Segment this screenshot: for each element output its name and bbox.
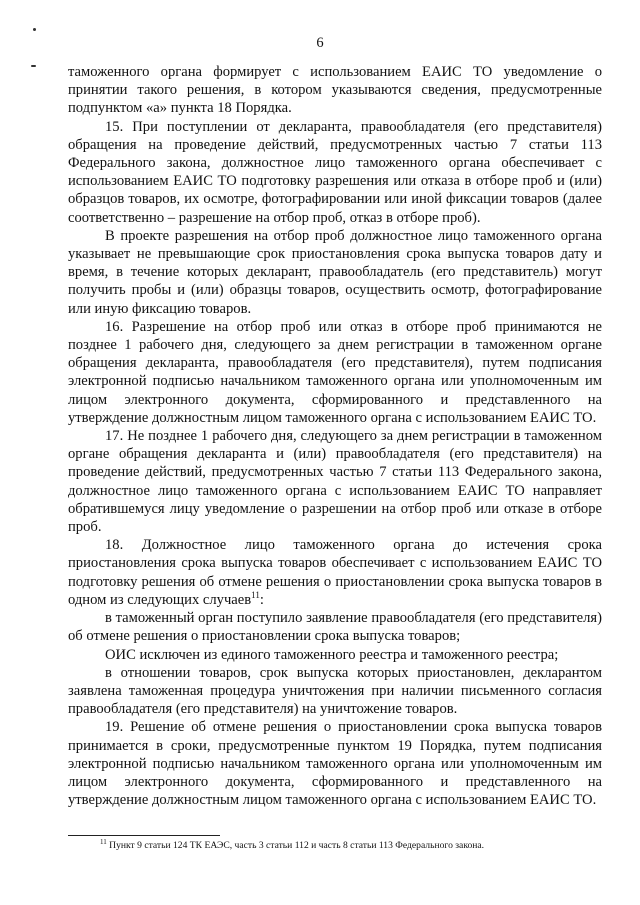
scan-speck bbox=[31, 65, 36, 67]
case-item-2: ОИС исключен из единого таможенного реестра и таможенного реестра; bbox=[105, 646, 559, 663]
case-item-3: в отношении товаров, срок выпуска которых приостановлен, декларантом заявлена таможенная процедура уничтожения при наличии письменного согласия правообладателя (его представителя) на уничтожение товаров. bbox=[68, 664, 602, 718]
footnote bbox=[100, 837, 485, 851]
document-body bbox=[68, 63, 602, 809]
paragraph-19: 19. Решение об отмене решения о приостановлении срока выпуска товаров принимается в сроки, предусмотренные пунктом 19 Порядка, путем подписания электронной подписью начальником таможенного органа или уполномоченным им лицом электронного документа, сформированного и представленного на утверждение должностным лицом таможенного органа с использованием ЕАИС ТО. bbox=[68, 719, 602, 809]
scan-speck bbox=[33, 28, 36, 31]
paragraph-15: 15. При поступлении от декларанта, правообладателя (его представителя) обращения на проведение действий, предусмотренных частью 7 статьи 113 Федерального закона, должностное лицо таможенного органа обеспечивает с использованием ЕАИС ТО подготовку разрешения или отказа в отборе проб и (или) образцов товаров, их осмотре, фотографировании или иной фиксации товаров (далее соответственно – разрешение на отбор проб, отказ в отборе проб). bbox=[68, 118, 602, 226]
paragraph-18-tail: : bbox=[259, 591, 264, 608]
footnote-text: Пункт 9 статьи 124 ТК ЕАЭС, часть 3 статьи 112 и часть 8 статьи 113 Федерального закона. bbox=[106, 840, 485, 851]
paragraph-15-detail: В проекте разрешения на отбор проб должностное лицо таможенного органа указывает не превышающие срок приостановления срока выпуска товаров дату и время, в течение которых декларант, правообладатель (его представитель) могут получить пробы и (или) образцы товаров, осуществить осмотр, фотографирование или иную фиксацию товаров. bbox=[68, 227, 602, 317]
paragraph-18-text: 18. Должностное лицо таможенного органа до истечения срока приостановления срока выпуска товаров обеспечивает с использованием ЕАИС ТО подготовку решения об отмене решения о приостановлении срока выпуска товаров в одном из следующих случаев bbox=[68, 537, 602, 608]
paragraph-17: 17. Не позднее 1 рабочего дня, следующего за днем регистрации в таможенном органе обращения декларанта и (или) правообладателя (его представителя) на проведение действий, предусмотренных частью 7 статьи 113 Федерального закона, должностное лицо таможенного органа с использованием ЕАИС ТО направляет обратившемуся лицу уведомление о разрешении на отбор проб или отказе в отборе проб. bbox=[68, 428, 602, 536]
paragraph-continuation: таможенного органа формирует с использованием ЕАИС ТО уведомление о принятии такого решения, в котором указываются сведения, предусмотренные подпунктом «а» пункта 18 Порядка. bbox=[68, 64, 602, 117]
footnote-ref: 11 bbox=[251, 590, 260, 601]
page-number: 6 bbox=[316, 35, 324, 51]
case-item-1: в таможенный орган поступило заявление правообладателя (его представителя) об отмене решения о приостановлении срока выпуска товаров; bbox=[68, 610, 602, 645]
paragraph-16: 16. Разрешение на отбор проб или отказ в отборе проб принимаются не позднее 1 рабочего дня, следующего за днем регистрации в таможенном органе обращения декларанта, правообладателя (его представителя), путем подписания электронной подписью начальником таможенного органа или уполномоченным им лицом электронного документа, сформированного и представленного на утверждение должностным лицом таможенного органа с использованием ЕАИС ТО. bbox=[68, 318, 602, 426]
footnote-number: 11 bbox=[100, 837, 107, 846]
paragraph-18 bbox=[68, 536, 602, 609]
footnote-divider bbox=[68, 835, 220, 836]
